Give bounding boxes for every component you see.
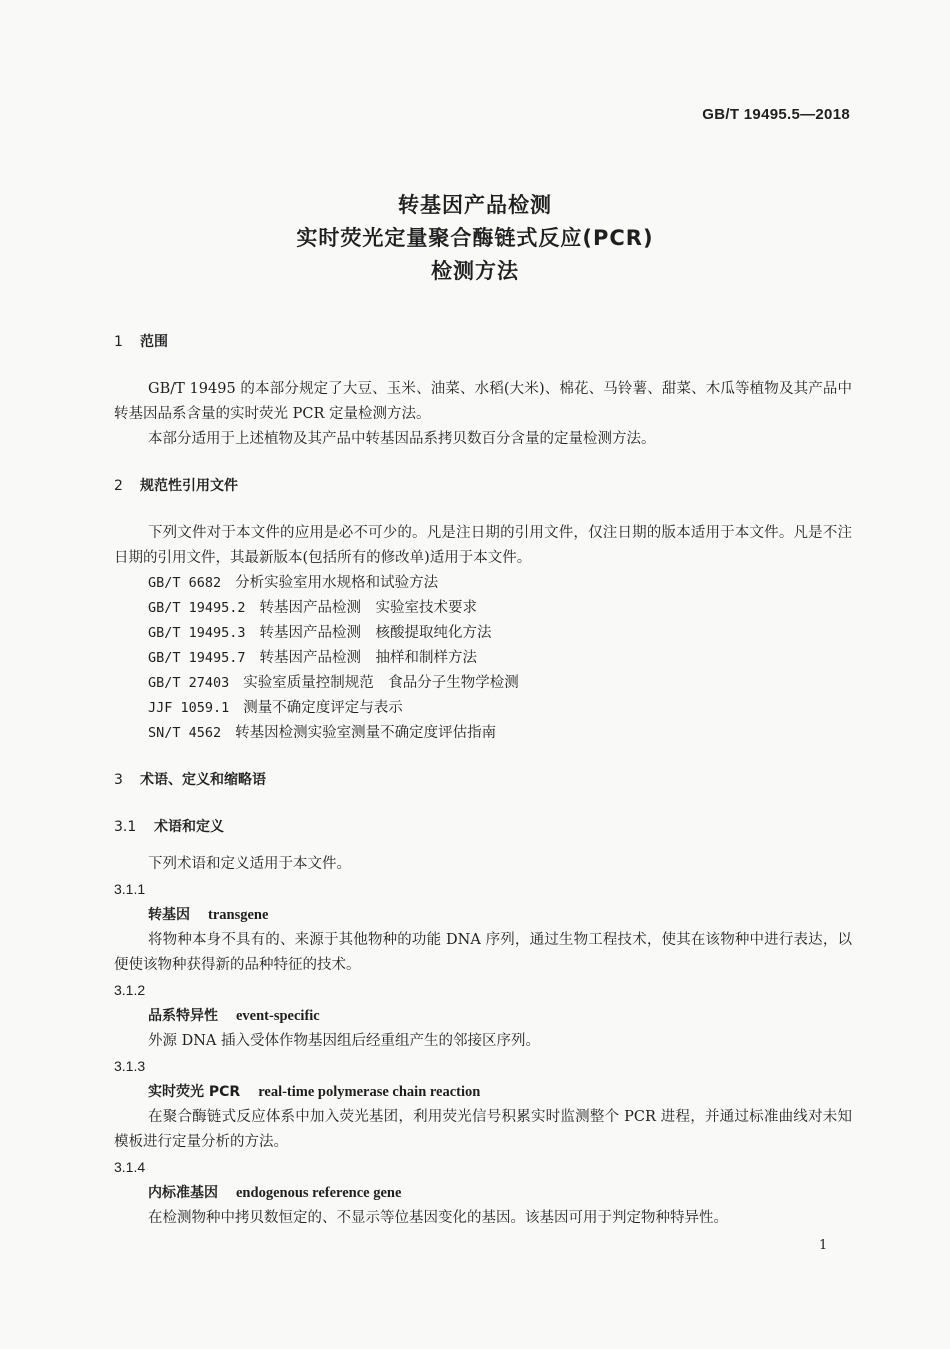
reference-item — [114, 721, 852, 746]
term-english: endogenous reference gene — [236, 1185, 402, 1201]
paragraph: 下列文件对于本文件的应用是必不可少的。凡是注日期的引用文件，仅注日期的版本适用于本文件。凡是不注日期的引用文件，其最新版本(包括所有的修改单)适用于本文件。 — [114, 525, 852, 566]
term-english: real-time polymerase chain reaction — [258, 1084, 481, 1100]
clause-number: 3.1.2 — [114, 982, 146, 998]
clause-number: 3.1.1 — [114, 881, 146, 897]
reference-code: GB/T 19495.7 — [148, 650, 246, 666]
reference-code: GB/T 19495.2 — [148, 600, 246, 616]
term-chinese: 内标准基因 — [148, 1185, 218, 1201]
title-line-1: 转基因产品检测 — [398, 193, 552, 217]
term-chinese: 品系特异性 — [148, 1008, 218, 1024]
subsection-title: 术语和定义 — [154, 819, 224, 835]
term-definition: 在聚合酶链式反应体系中加入荧光基团，利用荧光信号积累实时监测整个 PCR 进程，并通过标准曲线对未知模板进行定量分析的方法。 — [114, 1109, 852, 1150]
reference-item — [114, 621, 852, 646]
title-line-3: 检测方法 — [431, 259, 519, 283]
section-number: 1 — [114, 334, 123, 350]
document-body — [114, 327, 852, 1231]
reference-title: 分析实验室用水规格和试验方法 — [235, 575, 439, 591]
term-entry — [114, 1180, 852, 1206]
term-definition: 将物种本身不具有的、来源于其他物种的功能 DNA 序列，通过生物工程技术，使其在该物种中进行表达，以便使该物种获得新的品种特征的技术。 — [114, 932, 852, 973]
section-title: 规范性引用文件 — [140, 478, 238, 494]
reference-code: JJF 1059.1 — [148, 700, 230, 716]
subsection-3-1-heading — [114, 815, 852, 840]
section-title: 范围 — [140, 334, 168, 350]
paragraph: 本部分适用于上述植物及其产品中转基因品系拷贝数百分含量的定量检测方法。 — [148, 431, 656, 447]
subsection-number: 3.1 — [114, 819, 137, 835]
paragraph: GB/T 19495 的本部分规定了大豆、玉米、油菜、水稻(大米)、棉花、马铃薯、甜菜、木瓜等植物及其产品中转基因品系含量的实时荧光 PCR 定量检测方法。 — [114, 381, 852, 422]
clause-number: 3.1.4 — [114, 1159, 146, 1175]
term-entry — [114, 1079, 852, 1105]
reference-code: GB/T 27403 — [148, 675, 230, 691]
document-title — [0, 189, 950, 288]
section-title: 术语、定义和缩略语 — [140, 772, 266, 788]
reference-code: GB/T 6682 — [148, 575, 222, 591]
reference-item — [114, 671, 852, 696]
reference-title: 转基因产品检测 抽样和制样方法 — [259, 650, 478, 666]
section-number: 3 — [114, 772, 123, 788]
section-3-heading — [114, 765, 852, 815]
reference-title: 实验室质量控制规范 食品分子生物学检测 — [243, 675, 519, 691]
reference-title: 转基因产品检测 实验室技术要求 — [259, 600, 478, 616]
section-2-heading — [114, 471, 852, 521]
term-entry — [114, 1003, 852, 1029]
term-entry — [114, 902, 852, 928]
page-number: 1 — [819, 1238, 828, 1253]
reference-title: 测量不确定度评定与表示 — [243, 700, 403, 716]
section-number: 2 — [114, 478, 123, 494]
reference-title: 转基因产品检测 核酸提取纯化方法 — [259, 625, 492, 641]
term-english: transgene — [208, 907, 269, 923]
reference-title: 转基因检测实验室测量不确定度评估指南 — [235, 725, 497, 741]
title-line-2: 实时荧光定量聚合酶链式反应(PCR) — [296, 226, 654, 250]
clause-number: 3.1.3 — [114, 1058, 146, 1074]
reference-code: GB/T 19495.3 — [148, 625, 246, 641]
term-definition: 外源 DNA 插入受体作物基因组后经重组产生的邻接区序列。 — [148, 1033, 541, 1049]
standard-number: GB/T 19495.5—2018 — [702, 106, 850, 123]
term-definition: 在检测物种中拷贝数恒定的、不显示等位基因变化的基因。该基因可用于判定物种特异性。 — [148, 1210, 728, 1226]
reference-item — [114, 596, 852, 621]
term-chinese: 实时荧光 PCR — [148, 1084, 241, 1100]
paragraph: 下列术语和定义适用于本文件。 — [148, 856, 351, 872]
reference-item — [114, 646, 852, 671]
reference-item — [114, 696, 852, 721]
term-english: event-specific — [236, 1008, 320, 1024]
reference-item — [114, 571, 852, 596]
reference-code: SN/T 4562 — [148, 725, 222, 741]
term-chinese: 转基因 — [148, 907, 190, 923]
section-1-heading — [114, 327, 852, 377]
